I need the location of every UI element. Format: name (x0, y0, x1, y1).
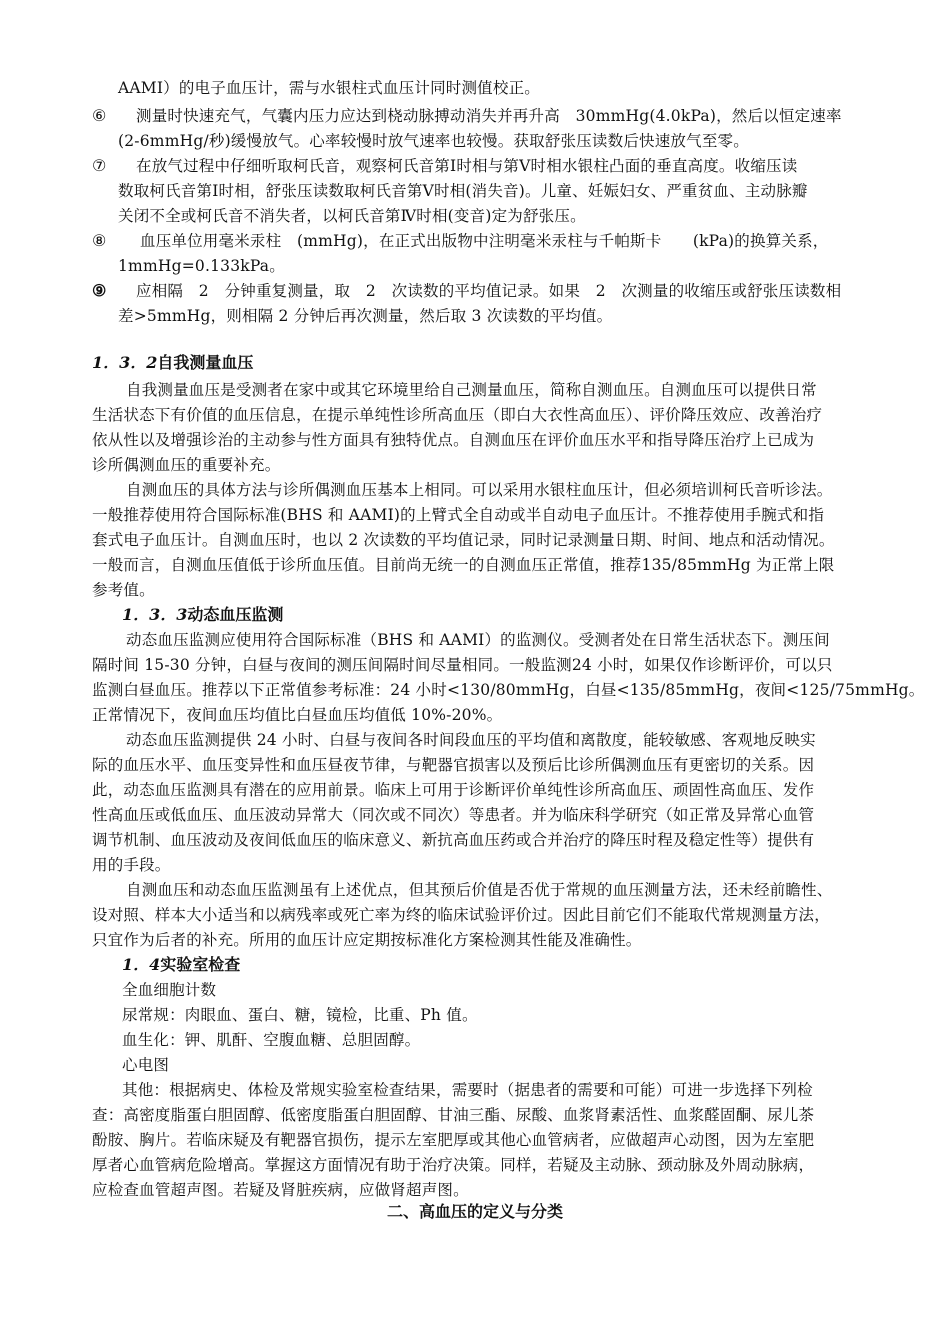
lab-item: 尿常规：肉眼血、蛋白、糖，镜检，比重、Ph 值。 (122, 1006, 478, 1024)
item-6-line-1: 测量时快速充气，气囊内压力应达到桡动脉搏动消失并再升高 30mmHg(4.0kPa)，然后以恒定速率 (136, 107, 842, 125)
paragraph-line: 此，动态血压监测具有潜在的应用前景。临床上可用于诊断评价单纯性诊所高血压、顽固性高血压、发作 (92, 781, 815, 799)
section-number: 1．3．3 (122, 605, 188, 624)
paragraph-line: 设对照、样本大小适当和以病残率或死亡率为终的临床试验评价过。因此目前它们不能取代常规测量方法， (92, 906, 830, 924)
section-title: 自我测量血压 (157, 353, 254, 372)
lab-item: 全血细胞计数 (122, 981, 217, 999)
paragraph-line: 查：高密度脂蛋白胆固醇、低密度脂蛋白胆固醇、甘油三酯、尿酸、血浆肾素活性、血浆醛固酮、尿儿茶 (92, 1106, 815, 1124)
section-heading-1-4 (122, 953, 240, 977)
paragraph-line: 应检查血管超声图。若疑及肾脏疾病，应做肾超声图。 (92, 1181, 469, 1199)
item-6-line-2: (2-6mmHg/秒)缓慢放气。心率较慢时放气速率也较慢。获取舒张压读数后快速放气至零。 (118, 132, 749, 150)
item-marker-6: ⑥ (92, 106, 107, 125)
paragraph-line: 一般而言，自测血压值低于诊所血压值。目前尚无统一的自测血压正常值，推荐135/85mmHg 为正常上限 (92, 556, 835, 574)
paragraph-line: 动态血压监测应使用符合国际标准（BHS 和 AAMI）的监测仪。受测者处在日常生活状态下。测压间 (126, 631, 830, 649)
paragraph-line: 酚胺、胸片。若临床疑及有靶器官损伤，提示左室肥厚或其他心血管病者，应做超声心动图，因为左室肥 (92, 1131, 815, 1149)
paragraph-line: 一般推荐使用符合国际标准(BHS 和 AAMI)的上臂式全自动或半自动电子血压计。不推荐使用手腕式和指 (92, 506, 825, 524)
item-7-line-3: 关闭不全或柯氏音不消失者，以柯氏音第Ⅳ时相(变音)定为舒张压。 (118, 207, 586, 225)
paragraph-line: 性高血压或低血压、血压波动异常大（同次或不同次）等患者。并为临床科学研究（如正常及异常心血管 (92, 806, 815, 824)
lab-item: 血生化：钾、肌酐、空腹血糖、总胆固醇。 (122, 1031, 421, 1049)
item-9-line-2: 差>5mmHg，则相隔 2 分钟后再次测量，然后取 3 次读数的平均值。 (118, 307, 613, 325)
item-marker-9: ⑨ (92, 281, 107, 300)
section-title: 实验室检查 (160, 955, 241, 974)
item-marker-7: ⑦ (92, 156, 107, 175)
paragraph-line: 际的血压水平、血压变异性和血压昼夜节律，与靶器官损害以及预后比诊所偶测血压有更密切的关系。因 (92, 756, 815, 774)
section-title: 动态血压监测 (187, 605, 284, 624)
section-number: 1．4 (122, 955, 161, 974)
section-heading-1-3-2 (92, 351, 253, 375)
lab-item: 心电图 (122, 1056, 170, 1074)
item-7-line-1: 在放气过程中仔细听取柯氏音，观察柯氏音第Ⅰ时相与第Ⅴ时相水银柱凸面的垂直高度。收缩压读 (136, 157, 798, 175)
paragraph-line: 自测血压和动态血压监测虽有上述优点，但其预后价值是否优于常规的血压测量方法，还未经前瞻性、 (126, 881, 833, 899)
paragraph-line: 依从性以及增强诊治的主动参与性方面具有独特优点。自测血压在评价血压水平和指导降压治疗上已成为 (92, 431, 815, 449)
item-9-line-1: 应相隔 2 分钟重复测量，取 2 次读数的平均值记录。如果 2 次测量的收缩压或舒张压读数相 (136, 282, 842, 300)
section-number: 1．3．2 (92, 353, 158, 372)
item-8-line-2: 1mmHg=0.133kPa。 (118, 257, 285, 275)
paragraph-line: 参考值。 (92, 581, 155, 599)
paragraph-line: 只宜作为后者的补充。所用的血压计应定期按标准化方案检测其性能及准确性。 (92, 931, 642, 949)
paragraph-line: 其他：根据病史、体检及常规实验室检查结果，需要时（据患者的需要和可能）可进一步选择下列检 (122, 1081, 813, 1099)
item-marker-8: ⑧ (92, 231, 107, 250)
paragraph-line: 生活状态下有价值的血压信息，在提示单纯性诊所高血压（即白大衣性高血压）、评价降压效应、改善治疗 (92, 406, 823, 424)
paragraph-line: 套式电子血压计。自测血压时，也以 2 次读数的平均值记录，同时记录测量日期、时间、地点和活动情况。 (92, 531, 835, 549)
paragraph-line: 监测白昼血压。推荐以下正常值参考标准：24 小时<130/80mmHg，白昼<135/85mmHg，夜间<125/75mmHg。 (92, 681, 925, 699)
chapter-heading: 二、高血压的定义与分类 (386, 1202, 563, 1221)
paragraph-line: 自我测量血压是受测者在家中或其它环境里给自己测量血压，简称自测血压。自测血压可以提供日常 (126, 381, 817, 399)
paragraph-line: 调节机制、血压波动及夜间低血压的临床意义、新抗高血压药或合并治疗的降压时程及稳定性等）提供有 (92, 831, 815, 849)
paragraph-line: 诊所偶测血压的重要补充。 (92, 456, 281, 474)
paragraph-line: 正常情况下，夜间血压均值比白昼血压均值低 10%-20%。 (92, 706, 503, 724)
section-heading-1-3-3 (122, 603, 283, 627)
paragraph-line: 自测血压的具体方法与诊所偶测血压基本上相同。可以采用水银柱血压计，但必须培训柯氏音听诊法。 (126, 481, 833, 499)
item-8-line-1: 血压单位用毫米汞柱 (mmHg)，在正式出版物中注明毫米汞柱与千帕斯卡 (kPa)的换算关系， (140, 232, 829, 250)
paragraph-line: 用的手段。 (92, 856, 171, 874)
paragraph-line: 厚者心血管病危险增高。掌握这方面情况有助于治疗决策。同样，若疑及主动脉、颈动脉及外周动脉病， (92, 1156, 815, 1174)
paragraph-line: 隔时间 15-30 分钟，白昼与夜间的测压间隔时间尽量相同。一般监测24 小时，如果仅作诊断评价，可以只 (92, 656, 833, 674)
paragraph-line: 动态血压监测提供 24 小时、白昼与夜间各时间段血压的平均值和离散度，能较敏感、客观地反映实 (126, 731, 816, 749)
continuation-line: AAMI）的电子血压计，需与水银柱式血压计同时测值校正。 (118, 79, 540, 97)
item-7-line-2: 数取柯氏音第Ⅰ时相，舒张压读数取柯氏音第Ⅴ时相(消失音)。儿童、妊娠妇女、严重贫血、主动脉瓣 (118, 182, 808, 200)
